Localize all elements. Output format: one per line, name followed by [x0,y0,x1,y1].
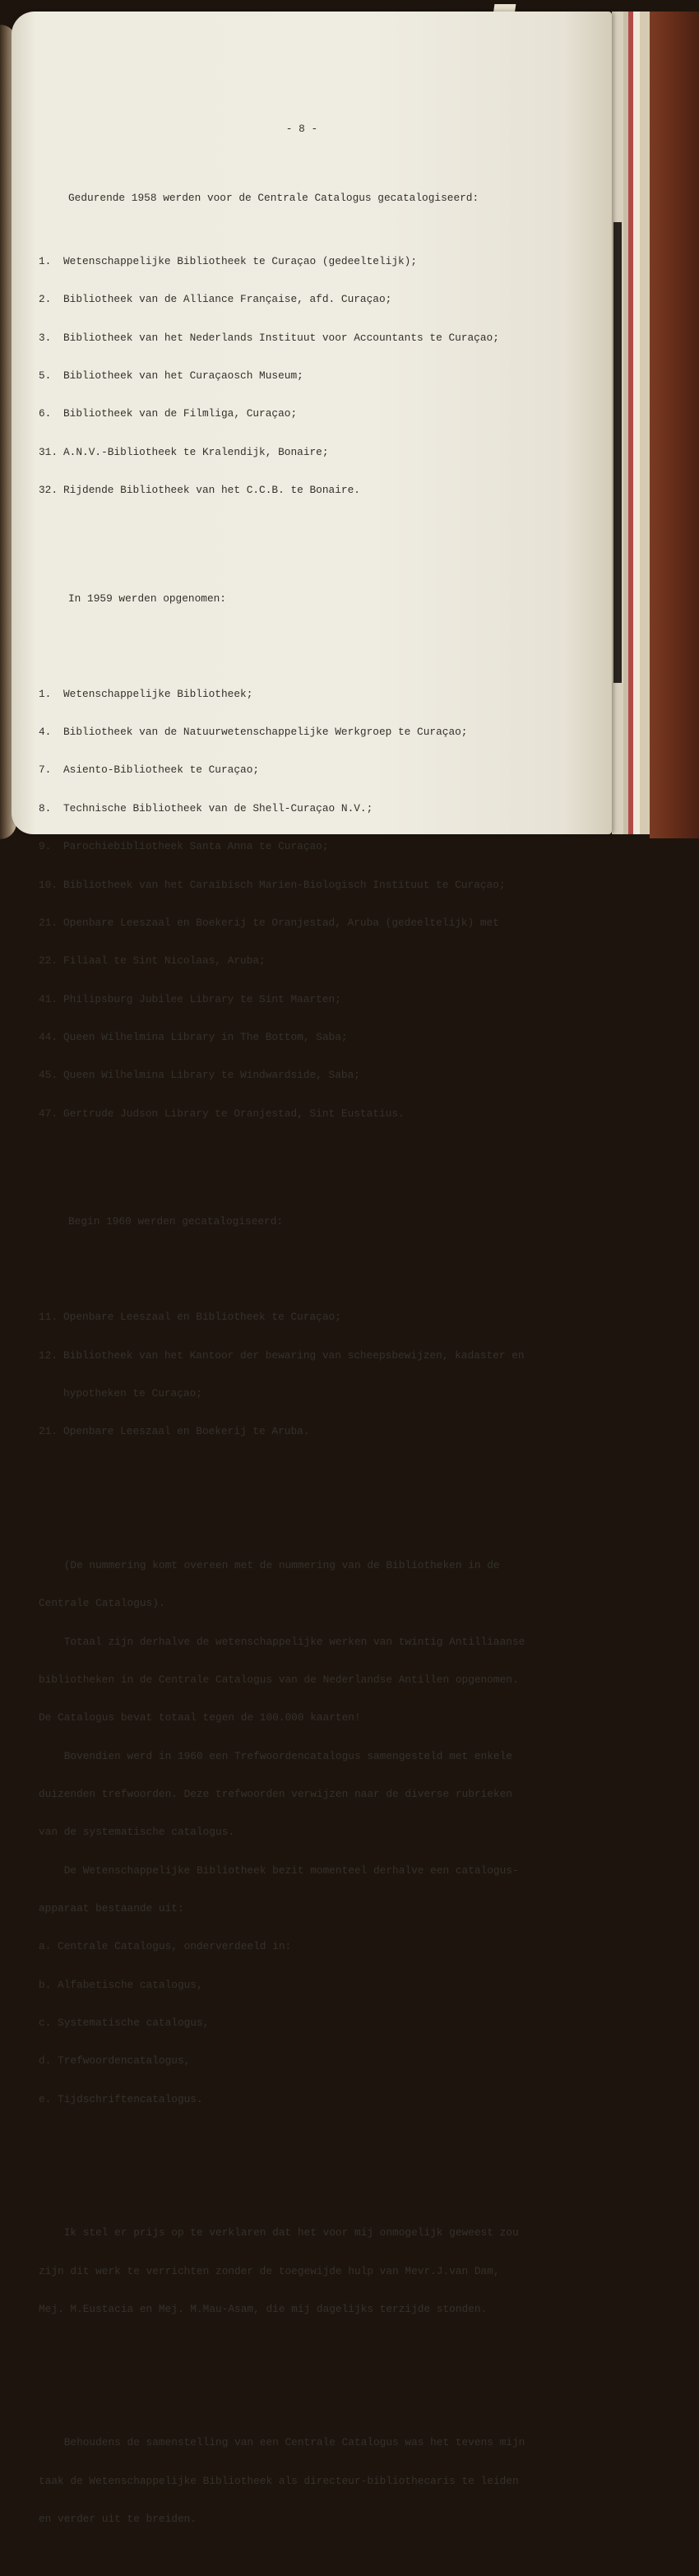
text-line: e. Tijdschriftencatalogus. [39,2092,203,2105]
list-item: 7. Asiento-Bibliotheek te Curaçao; [39,764,260,777]
text-line: Centrale Catalogus). [39,1597,165,1610]
list-item: 41. Philipsburg Jubilee Library te Sint Maarten; [39,992,341,1005]
text-line: b. Alfabetische catalogus, [39,1978,203,1991]
list-item: hypotheken te Curaçao; [63,1387,202,1400]
text-line: taak de Wetenschappelijke Bibliotheek als directeur-bibliothecaris te leiden [39,2474,519,2487]
text-line: Ik stel er prijs op te verklaren dat het voor mij onmogelijk geweest zou [39,2226,519,2239]
list-1958 [39,230,565,522]
intro-1960: Begin 1960 werden gecatalogiseerd: [68,1215,284,1228]
list-item: 10. Bibliotheek van het Caraïbisch Marien-Biologisch Instituut te Curaçao; [39,878,506,891]
list-1960 [39,1285,565,1463]
book-cover-right [650,12,699,838]
list-item: 9. Parochiebibliotheek Santa Anna te Curaçao; [39,840,329,853]
text-line: bibliotheken in de Centrale Catalogus van de Nederlandse Antillen opgenomen. [39,1673,519,1686]
text-line: De Wetenschappelijke Bibliotheek bezit momenteel derhalve een catalogus- [39,1864,519,1877]
list-item: 21. Openbare Leeszaal en Boekerij te Aruba. [39,1425,310,1438]
text-line: Behoudens de samenstelling van een Centrale Catalogus was het tevens mijn [39,2436,525,2449]
text-line: zijn dit werk te verrichten zonder de toegewijde hulp van Mevr.J.van Dam, [39,2264,500,2277]
text-line: Mej. M.Eustacia en Mej. M.Mau-Asam, die mij dagelijks terzijde stonden. [39,2302,488,2315]
text-line: en verder uit te breiden. [39,2513,197,2526]
text-line: d. Trefwoordencatalogus, [39,2054,191,2068]
dark-insert-edge [613,222,622,683]
final-paragraph [39,2411,565,2551]
page-text [39,97,565,2576]
list-item: 21. Openbare Leeszaal en Boekerij te Oranjestad, Aruba (gedeeltelijk) met [39,916,499,929]
list-item: 5. Bibliotheek van het Curaçaosch Museum; [39,369,303,382]
list-item: 47. Gertrude Judson Library te Oranjestad, Sint Eustatius. [39,1107,405,1120]
list-item: 3. Bibliotheek van het Nederlands Instituut voor Accountants te Curaçao; [39,331,499,344]
list-item: 1. Wetenschappelijke Bibliotheek te Curaçao (gedeeltelijk); [39,254,418,267]
page-edge-3 [633,12,640,834]
intro-1958: Gedurende 1958 werden voor de Centrale Catalogus gecatalogiseerd: [68,191,479,204]
list-item: 22. Filiaal te Sint Nicolaas, Aruba; [39,954,266,968]
list-item: 31. A.N.V.-Bibliotheek te Kralendijk, Bonaire; [39,445,329,458]
text-line: De Catalogus bevat totaal tegen de 100.000 kaarten! [39,1711,361,1724]
text-line: (De nummering komt overeen met de nummering van de Bibliotheken in de [39,1558,500,1571]
list-item: 12. Bibliotheek van het Kantoor der bewaring van scheepsbewijzen, kadaster en [39,1348,525,1362]
closing-paragraph [39,2201,565,2341]
list-1959 [39,662,565,1145]
list-item: 6. Bibliotheek van de Filmliga, Curaçao; [39,407,298,420]
text-line: Totaal zijn derhalve de wetenschappelijke werken van twintig Antilliaanse [39,1635,525,1648]
list-item: 45. Queen Wilhelmina Library te Windwardside, Saba; [39,1069,360,1082]
page-edge-4 [640,12,650,834]
text-line: van de systematische catalogus. [39,1826,235,1839]
list-item: 32. Rijdende Bibliotheek van het C.C.B. te Bonaire. [39,484,360,497]
list-item: 2. Bibliotheek van de Alliance Française, afd. Curaçao; [39,293,392,306]
intro-1959: In 1959 werden opgenomen: [68,592,226,605]
list-item: 4. Bibliotheek van de Natuurwetenschappelijke Werkgroep te Curaçao; [39,726,468,739]
list-item: 8. Technische Bibliotheek van de Shell-Curaçao N.V.; [39,801,373,815]
body-paragraphs [39,1534,565,2131]
text-line: duizenden trefwoorden. Deze trefwoorden verwijzen naar de diverse rubrieken [39,1787,512,1800]
text-line: a. Centrale Catalogus, onderverdeeld in: [39,1940,292,1953]
list-item: 44. Queen Wilhelmina Library in The Bottom, Saba; [39,1030,348,1043]
list-item: 11. Openbare Leeszaal en Bibliotheek te Curaçao; [39,1311,341,1324]
page-number: - 8 - [285,122,318,135]
text-line: Bovendien werd in 1960 een Trefwoordencatalogus samengesteld met enkele [39,1749,512,1762]
text-line: apparaat bestaande uit: [39,1901,184,1915]
list-item: 1. Wetenschappelijke Bibliotheek; [39,687,253,700]
text-line: c. Systematische catalogus, [39,2017,210,2030]
document-page [12,12,612,2526]
